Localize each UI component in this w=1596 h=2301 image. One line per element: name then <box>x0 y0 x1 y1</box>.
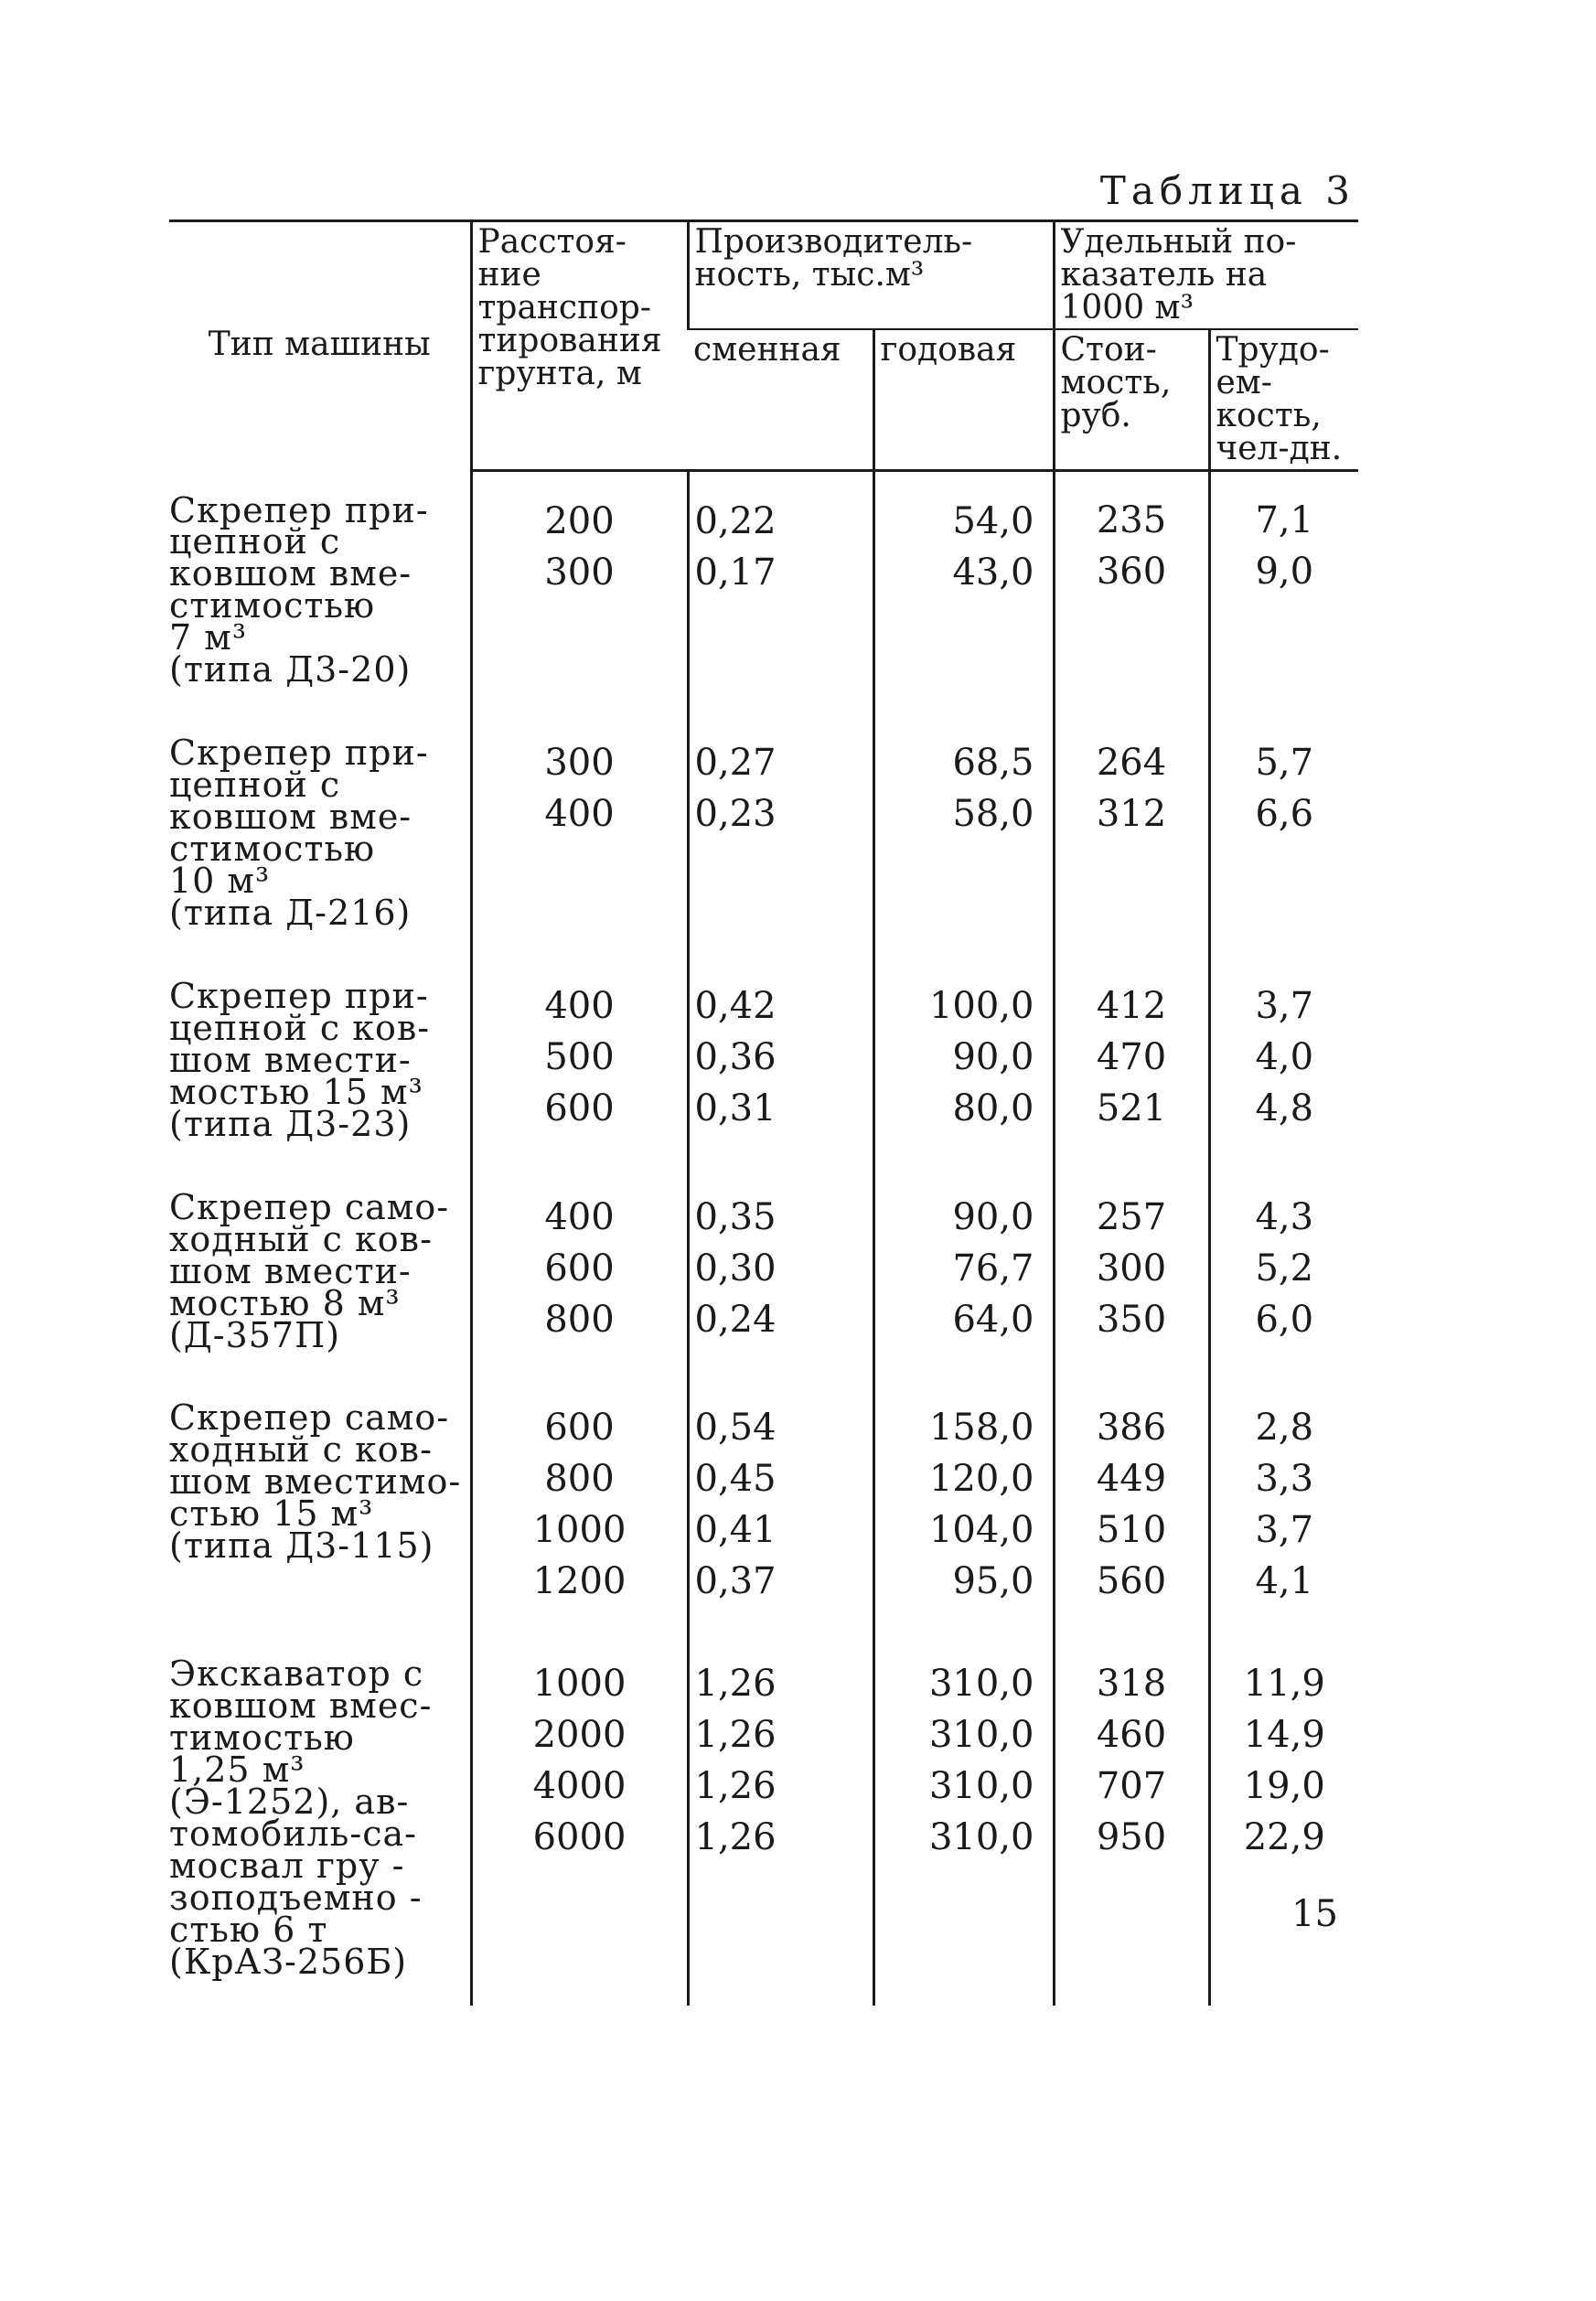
cell-distance-value: 600 <box>544 1086 615 1129</box>
table-title: Таблица 3 <box>1099 168 1355 213</box>
table-row <box>169 1378 1358 1634</box>
cell-per-shift-value: 1,26 <box>694 1816 777 1859</box>
cell-cost-value: 264 <box>1096 742 1167 785</box>
cell-per-shift-value: 0,41 <box>694 1509 777 1552</box>
cell-per-shift <box>688 1378 873 1634</box>
header-per-year: годовая <box>873 329 1054 471</box>
table-row <box>169 1634 1358 2006</box>
cell-labor-value: 3,7 <box>1255 1509 1314 1552</box>
cell-labor <box>1209 1378 1358 1634</box>
cell-cost <box>1054 1634 1209 2006</box>
cell-cost-value: 386 <box>1096 1407 1167 1450</box>
cell-machine-type: Скрепер при- цепной с ковшом вме- стимостью 10 м³ (типа Д-216) <box>169 733 429 933</box>
cell-cost-value: 360 <box>1096 550 1167 593</box>
header-per-shift: сменная <box>688 329 873 471</box>
cell-cost-value: 950 <box>1096 1816 1167 1859</box>
cell-labor-value: 3,3 <box>1255 1458 1314 1501</box>
cell-per-year-value: 104,0 <box>928 1509 1034 1552</box>
cell-per-shift <box>688 1634 873 2006</box>
header-productivity: Производитель- ность, тыс.м³ <box>688 221 1054 330</box>
cell-per-year <box>873 713 1054 957</box>
cell-labor <box>1209 1634 1358 2006</box>
cell-distance-value: 800 <box>544 1298 615 1341</box>
cell-per-year <box>873 1168 1054 1379</box>
cell-per-shift-value: 0,45 <box>694 1458 777 1501</box>
cell-cost-value: 412 <box>1096 984 1167 1027</box>
cell-labor <box>1209 957 1358 1168</box>
cell-per-year <box>873 471 1054 714</box>
table-body <box>169 471 1358 2007</box>
header-machine-type: Тип машины <box>169 221 471 471</box>
table-row <box>169 713 1358 957</box>
cell-distance-value: 300 <box>544 551 615 594</box>
cell-labor-value: 22,9 <box>1243 1816 1325 1859</box>
cell-labor-value: 11,9 <box>1243 1663 1325 1706</box>
cell-per-shift <box>688 957 873 1168</box>
cell-distance-value: 1200 <box>532 1560 627 1603</box>
cell-per-shift-value: 0,27 <box>694 742 777 785</box>
cell-per-year-value: 310,0 <box>928 1765 1034 1808</box>
cell-labor-value: 5,7 <box>1255 742 1314 785</box>
cell-distance <box>471 1378 688 1634</box>
cell-cost-value: 707 <box>1096 1765 1167 1808</box>
cell-distance-value: 600 <box>544 1247 615 1290</box>
cell-distance <box>471 1634 688 2006</box>
cell-per-year-value: 310,0 <box>928 1714 1034 1757</box>
header-distance: Расстоя- ние транспор- тирования грунта, м <box>471 221 688 471</box>
cell-cost-value: 460 <box>1096 1714 1167 1757</box>
cell-per-shift <box>688 1168 873 1379</box>
cell-per-shift-value: 1,26 <box>694 1765 777 1808</box>
page-number: 15 <box>1291 1893 1338 1935</box>
cell-machine-type: Скрепер само- ходный с ков- шом вмести- мостью 8 м³ (Д-357П) <box>169 1186 450 1355</box>
table-row <box>169 471 1358 714</box>
cell-distance-value: 500 <box>544 1035 615 1078</box>
cell-labor-value: 6,0 <box>1255 1298 1314 1341</box>
cell-per-shift-value: 0,31 <box>694 1086 777 1129</box>
cell-per-year-value: 95,0 <box>952 1560 1034 1603</box>
cell-cost-value: 235 <box>1096 498 1167 541</box>
cell-distance <box>471 471 688 714</box>
cell-per-shift <box>688 713 873 957</box>
cell-per-year-value: 76,7 <box>952 1247 1034 1290</box>
cell-labor-value: 4,1 <box>1255 1560 1314 1603</box>
cell-distance <box>471 713 688 957</box>
cell-cost <box>1054 957 1209 1168</box>
cell-cost-value: 318 <box>1096 1663 1167 1706</box>
cell-distance-value: 200 <box>544 500 615 542</box>
cell-per-shift-value: 1,26 <box>694 1663 777 1706</box>
cell-distance-value: 400 <box>544 793 615 836</box>
cell-per-shift-value: 0,24 <box>694 1298 777 1341</box>
cell-labor-value: 14,9 <box>1243 1714 1325 1757</box>
cell-per-shift-value: 1,26 <box>694 1714 777 1757</box>
cell-labor-value: 7,1 <box>1255 498 1314 541</box>
cell-per-year-value: 100,0 <box>928 984 1034 1027</box>
cell-cost-value: 312 <box>1096 793 1167 836</box>
cell-cost <box>1054 1378 1209 1634</box>
cell-cost-value: 510 <box>1096 1509 1167 1552</box>
cell-distance-value: 800 <box>544 1458 615 1501</box>
cell-per-year-value: 158,0 <box>928 1407 1034 1450</box>
cell-per-shift-value: 0,54 <box>694 1407 777 1450</box>
cell-per-year-value: 310,0 <box>928 1663 1034 1706</box>
cell-distance-value: 2000 <box>532 1714 627 1757</box>
cell-per-year-value: 64,0 <box>952 1298 1034 1341</box>
cell-per-shift-value: 0,23 <box>694 793 777 836</box>
cell-per-year-value: 58,0 <box>952 793 1034 836</box>
cell-per-year-value: 90,0 <box>952 1035 1034 1078</box>
cell-per-year-value: 120,0 <box>928 1458 1034 1501</box>
cell-cost-value: 257 <box>1096 1195 1167 1238</box>
cell-per-year <box>873 1634 1054 2006</box>
cell-labor-value: 4,3 <box>1255 1195 1314 1238</box>
cell-per-year-value: 90,0 <box>952 1195 1034 1238</box>
cell-distance-value: 400 <box>544 1195 615 1238</box>
cell-per-year-value: 43,0 <box>952 551 1034 594</box>
cell-machine-type: Скрепер при- цепной с ков- шом вмести- мостью 15 м³ (типа Д3-23) <box>169 975 431 1144</box>
cell-labor-value: 6,6 <box>1255 793 1314 836</box>
cell-cost-value: 449 <box>1096 1458 1167 1501</box>
cell-distance-value: 4000 <box>532 1765 627 1808</box>
cell-machine-type: Скрепер само- ходный с ков- шом вместимо- стью 15 м³ (типа Д3-115) <box>169 1397 462 1567</box>
cell-per-year <box>873 957 1054 1168</box>
cell-distance-value: 1000 <box>532 1663 627 1706</box>
header-labor: Трудо- ем- кость, чел-дн. <box>1209 329 1358 471</box>
cell-distance <box>471 957 688 1168</box>
header-cost: Стои- мость, руб. <box>1054 329 1209 471</box>
machine-productivity-table <box>169 219 1358 2006</box>
cell-per-shift-value: 0,22 <box>694 500 777 542</box>
cell-labor-value: 5,2 <box>1255 1247 1314 1290</box>
cell-cost-value: 350 <box>1096 1298 1167 1341</box>
cell-cost-value: 560 <box>1096 1560 1167 1603</box>
table-row <box>169 1168 1358 1379</box>
cell-cost <box>1054 471 1209 714</box>
cell-labor-value: 3,7 <box>1255 984 1314 1027</box>
cell-labor-value: 19,0 <box>1243 1765 1325 1808</box>
cell-per-shift-value: 0,35 <box>694 1195 777 1238</box>
cell-per-year-value: 80,0 <box>952 1086 1034 1129</box>
cell-distance-value: 400 <box>544 984 615 1027</box>
header-specific-indicator: Удельный по- казатель на 1000 м³ <box>1054 221 1358 330</box>
cell-distance-value: 1000 <box>532 1509 627 1552</box>
cell-per-shift-value: 0,17 <box>694 551 777 594</box>
cell-cost-value: 300 <box>1096 1247 1167 1290</box>
cell-per-shift-value: 0,30 <box>694 1247 777 1290</box>
table-row <box>169 957 1358 1168</box>
cell-cost-value: 521 <box>1096 1086 1167 1129</box>
cell-machine-type: Скрепер при- цепной с ковшом вме- стимостью 7 м³ (типа Д3-20) <box>169 489 429 690</box>
cell-labor-value: 4,0 <box>1255 1035 1314 1078</box>
cell-cost <box>1054 1168 1209 1379</box>
cell-per-year-value: 310,0 <box>928 1816 1034 1859</box>
cell-machine-type: Экскаватор с ковшом вмес- тимостью 1,25 м³ (Э-1252), ав- томобиль-са- мосвал гру - зоподъемно - стью 6 т (КрАЗ-256Б) <box>169 1654 433 1983</box>
cell-labor-value: 9,0 <box>1255 550 1314 593</box>
cell-per-year-value: 54,0 <box>952 500 1034 542</box>
cell-labor-value: 2,8 <box>1255 1407 1314 1450</box>
cell-per-year-value: 68,5 <box>952 742 1034 785</box>
cell-labor <box>1209 713 1358 957</box>
cell-distance-value: 300 <box>544 742 615 785</box>
cell-per-shift-value: 0,36 <box>694 1035 777 1078</box>
cell-distance <box>471 1168 688 1379</box>
cell-labor <box>1209 1168 1358 1379</box>
cell-cost-value: 470 <box>1096 1035 1167 1078</box>
cell-distance-value: 600 <box>544 1407 615 1450</box>
cell-labor <box>1209 471 1358 714</box>
cell-per-shift-value: 0,37 <box>694 1560 777 1603</box>
cell-labor-value: 4,8 <box>1255 1086 1314 1129</box>
cell-per-shift <box>688 471 873 714</box>
cell-per-year <box>873 1378 1054 1634</box>
cell-distance-value: 6000 <box>532 1816 627 1859</box>
cell-cost <box>1054 713 1209 957</box>
cell-per-shift-value: 0,42 <box>694 984 777 1027</box>
